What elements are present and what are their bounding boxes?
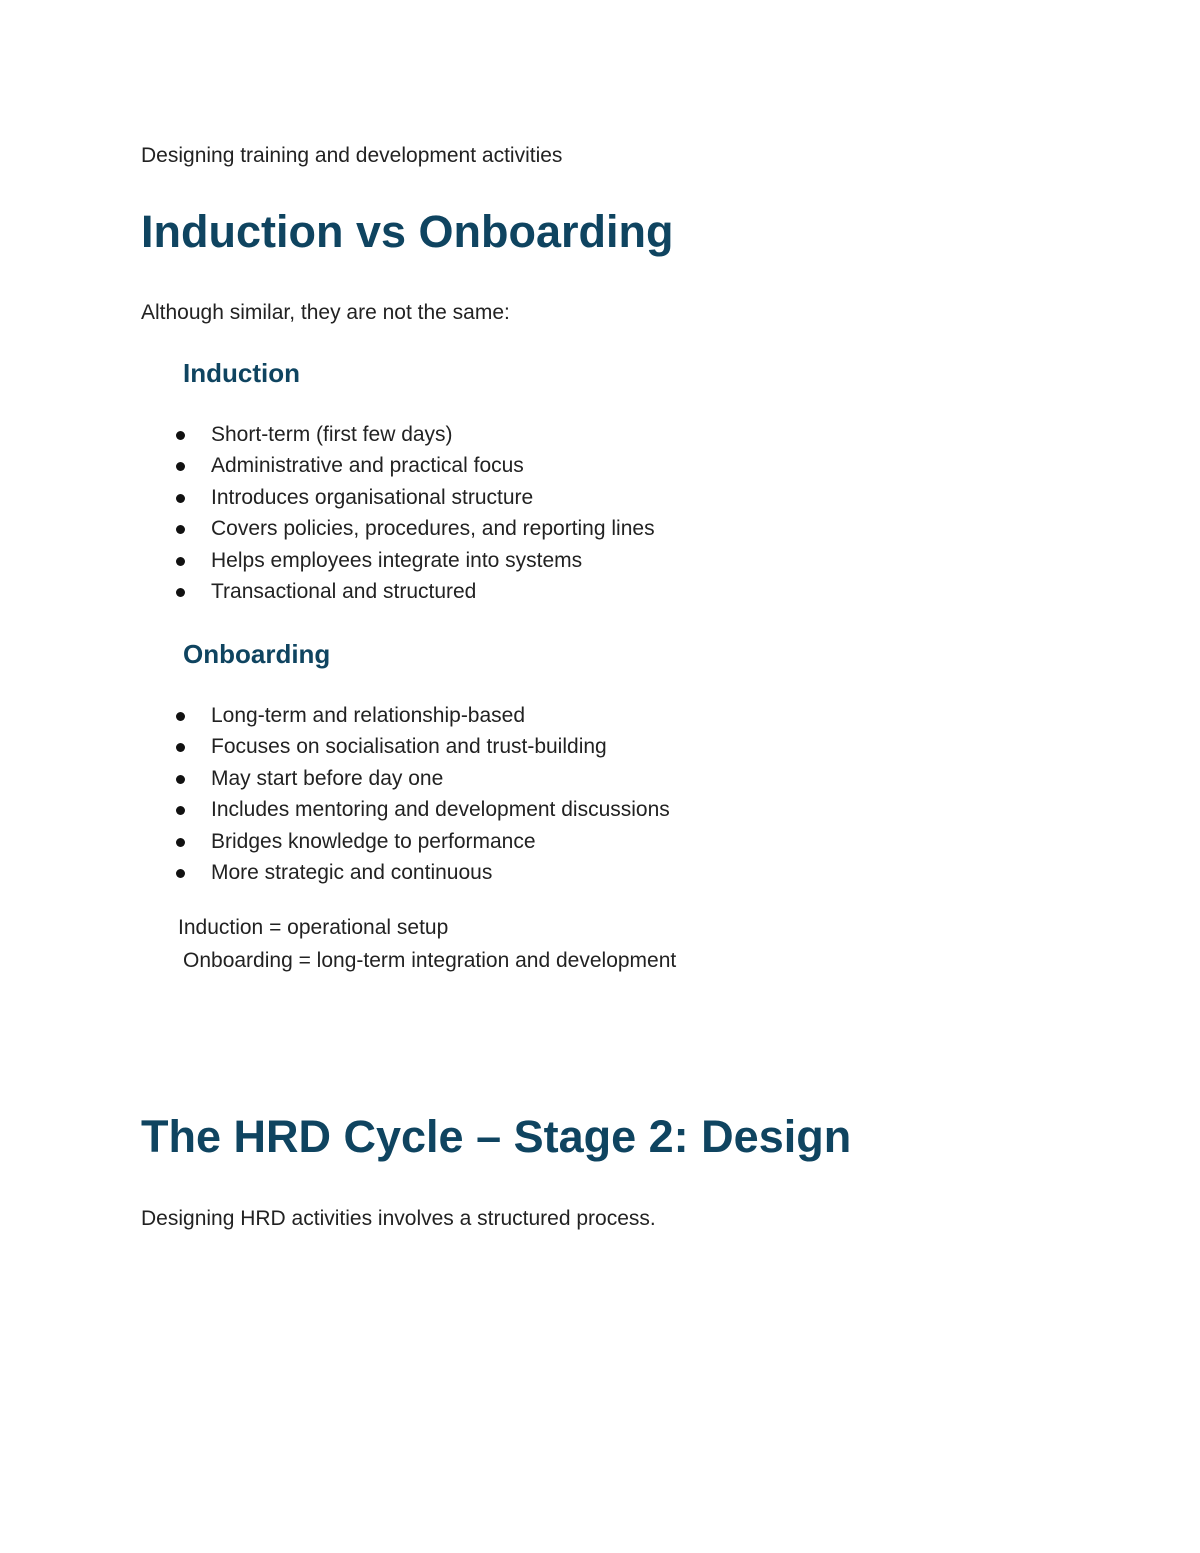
list-item-text: Bridges knowledge to performance bbox=[211, 829, 536, 853]
onboarding-heading: Onboarding bbox=[183, 639, 331, 669]
heading-induction-vs-onboarding: Induction vs Onboarding bbox=[141, 206, 674, 257]
list-item-text: Transactional and structured bbox=[211, 579, 477, 603]
bullet-icon bbox=[176, 743, 185, 752]
heading-hrd-cycle-design: The HRD Cycle – Stage 2: Design bbox=[141, 1111, 852, 1162]
bullet-icon bbox=[176, 494, 185, 503]
closing-paragraph: Designing HRD activities involves a structured process. bbox=[141, 1207, 656, 1230]
summary-induction: Induction = operational setup bbox=[178, 916, 449, 939]
induction-heading: Induction bbox=[183, 358, 300, 388]
list-item-text: Focuses on socialisation and trust-building bbox=[211, 735, 607, 759]
list-item-text: Includes mentoring and development discussions bbox=[211, 798, 670, 822]
bullet-icon bbox=[176, 462, 185, 471]
summary-onboarding: Onboarding = long-term integration and development bbox=[183, 949, 677, 972]
lead-paragraph: Although similar, they are not the same: bbox=[141, 301, 510, 324]
bullet-icon bbox=[176, 557, 185, 566]
bullet-icon bbox=[176, 712, 185, 721]
list-item-text: Administrative and practical focus bbox=[211, 454, 524, 478]
list-item-text: May start before day one bbox=[211, 766, 444, 790]
intro-text: Designing training and development activities bbox=[141, 144, 563, 167]
list-item-text: Helps employees integrate into systems bbox=[211, 548, 583, 572]
list-item-text: Introduces organisational structure bbox=[211, 485, 534, 509]
bullet-icon bbox=[176, 525, 185, 534]
list-item-text: More strategic and continuous bbox=[211, 860, 493, 884]
bullet-icon bbox=[176, 869, 185, 878]
list-item-text: Long-term and relationship-based bbox=[211, 704, 526, 727]
bullet-icon bbox=[176, 431, 185, 440]
bullet-icon bbox=[176, 588, 185, 597]
list-item-text: Covers policies, procedures, and reporting lines bbox=[211, 517, 655, 541]
bullet-icon bbox=[176, 838, 185, 847]
bullet-icon bbox=[176, 775, 185, 784]
bullet-icon bbox=[176, 806, 185, 815]
list-item-text: Short-term (first few days) bbox=[211, 423, 453, 446]
